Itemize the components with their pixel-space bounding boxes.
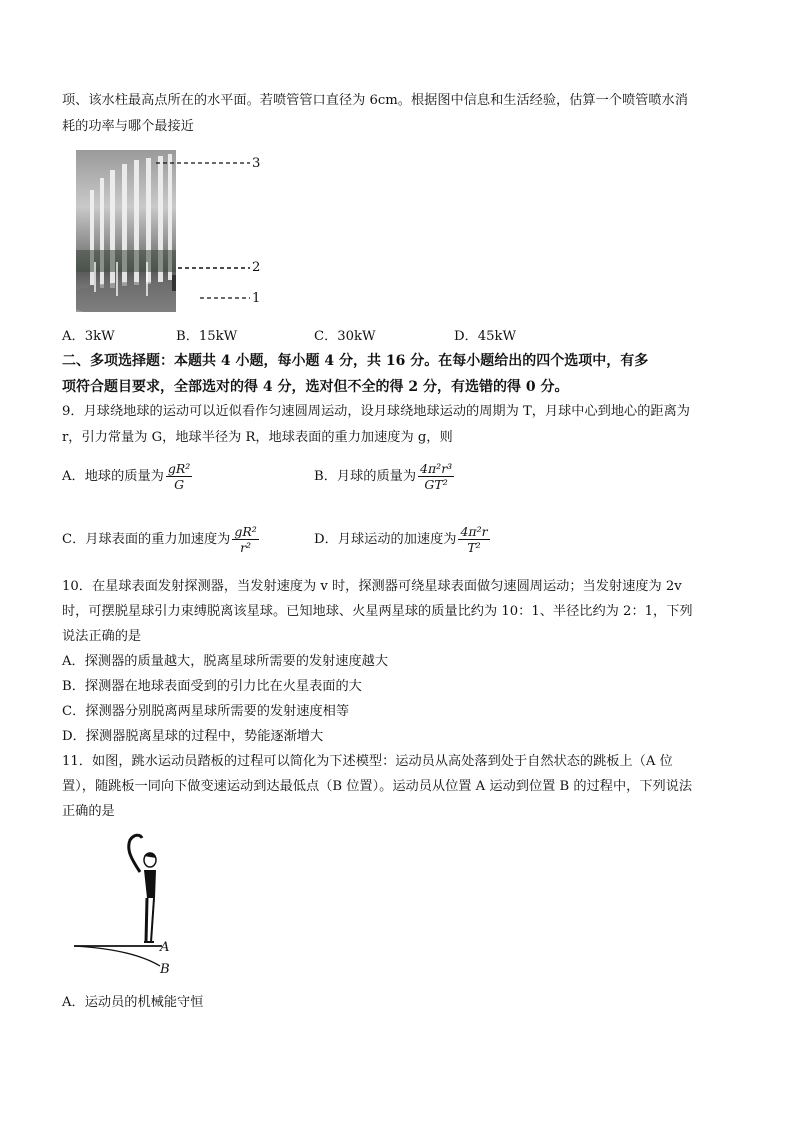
q8-option-a: A．3kW: [62, 329, 115, 344]
marker-label-1: 1: [252, 291, 261, 306]
section2-heading-line-1: 二、多项选择题：本题共 4 小题，每小题 4 分，共 16 分。在每小题给出的四个选项中，有多: [62, 353, 649, 369]
q11-option-a: A．运动员的机械能守恒: [62, 995, 204, 1010]
position-label-a: A: [160, 940, 170, 955]
intro-line-2: 耗的功率与哪个最接近: [62, 119, 194, 134]
q10-option-a: A．探测器的质量越大，脱离星球所需要的发射速度越大: [62, 654, 389, 669]
q9-option-c-denominator: r²: [240, 540, 252, 555]
q11-stem-line-2: 置），随跳板一同向下做变速运动到达最低点（B 位置）。运动员从位置 A 运动到位置 B 的过程中，下列说法: [62, 779, 693, 794]
q10-option-b: B．探测器在地球表面受到的引力比在火星表面的大: [62, 679, 362, 694]
section2-heading-line-2: 项符合题目要求，全部选对的得 4 分，选对但不全的得 2 分，有选错的得 0 分。: [62, 379, 569, 395]
q9-option-d-fraction: [458, 524, 489, 555]
q9-option-b-numerator: 4π²r³: [420, 461, 453, 476]
q8-option-c: C．30kW: [314, 329, 376, 344]
q9-option-c-numerator: gR²: [234, 524, 257, 539]
q9-option-d-text: D．月球运动的加速度为: [314, 532, 457, 547]
q9-option-a-numerator: gR²: [167, 461, 191, 476]
q8-option-d: D．45kW: [454, 329, 517, 344]
marker-label-3: 3: [252, 156, 261, 171]
q10-option-c: C．探测器分别脱离两星球所需要的发射速度相等: [62, 704, 350, 719]
q9-option-c: [62, 524, 259, 555]
q9-option-c-fraction: [232, 524, 258, 555]
q9-stem-line-2: r，引力常量为 G，地球半径为 R，地球表面的重力加速度为 g，则: [62, 430, 453, 445]
q9-stem-line-1: 9．月球绕地球的运动可以近似看作匀速圆周运动，设月球绕地球运动的周期为 T，月球中心到地心的距离为: [62, 404, 690, 419]
marker-label-2: 2: [252, 260, 261, 275]
q9-option-b-text: B．月球的质量为: [314, 469, 417, 484]
intro-line-1: 项、该水柱最高点所在的水平面。若喷管管口直径为 6cm。根据图中信息和生活经验，估算一个喷管喷水消: [62, 93, 688, 108]
q9-option-b-fraction: [418, 461, 454, 492]
q10-option-d: D．探测器脱离星球的过程中，势能逐渐增大: [62, 729, 324, 744]
q10-stem-line-1: 10．在星球表面发射探测器，当发射速度为 v 时，探测器可绕星球表面做匀速圆周运动；当发射速度为 2v: [62, 579, 682, 594]
q8-option-b: B．15kW: [176, 329, 238, 344]
q9-option-a-fraction: [166, 461, 192, 492]
q11-stem-line-3: 正确的是: [62, 804, 115, 819]
q9-option-d: [314, 524, 490, 555]
diver-springboard-figure: [70, 832, 210, 982]
q10-stem-line-3: 说法正确的是: [62, 629, 142, 644]
q9-option-d-denominator: T²: [467, 540, 481, 555]
q10-stem-line-2: 时，可摆脱星球引力束缚脱离该星球。已知地球、火星两星球的质量比约为 10：1、半径比约为 2：1，下列: [62, 604, 693, 619]
position-label-b: B: [160, 962, 170, 977]
q9-option-a-denominator: G: [174, 477, 185, 492]
q9-option-d-numerator: 4π²r: [460, 524, 488, 539]
q9-option-a: [62, 461, 192, 492]
q9-option-c-text: C．月球表面的重力加速度为: [62, 532, 231, 547]
q9-option-b-denominator: GT²: [424, 477, 448, 492]
q9-option-b: [314, 461, 454, 492]
q9-option-a-text: A．地球的质量为: [62, 469, 164, 484]
height-markers: [150, 150, 270, 312]
q11-stem-line-1: 11．如图，跳水运动员踏板的过程可以简化为下述模型：运动员从高处落到处于自然状态的跳板上（A 位: [62, 754, 673, 769]
